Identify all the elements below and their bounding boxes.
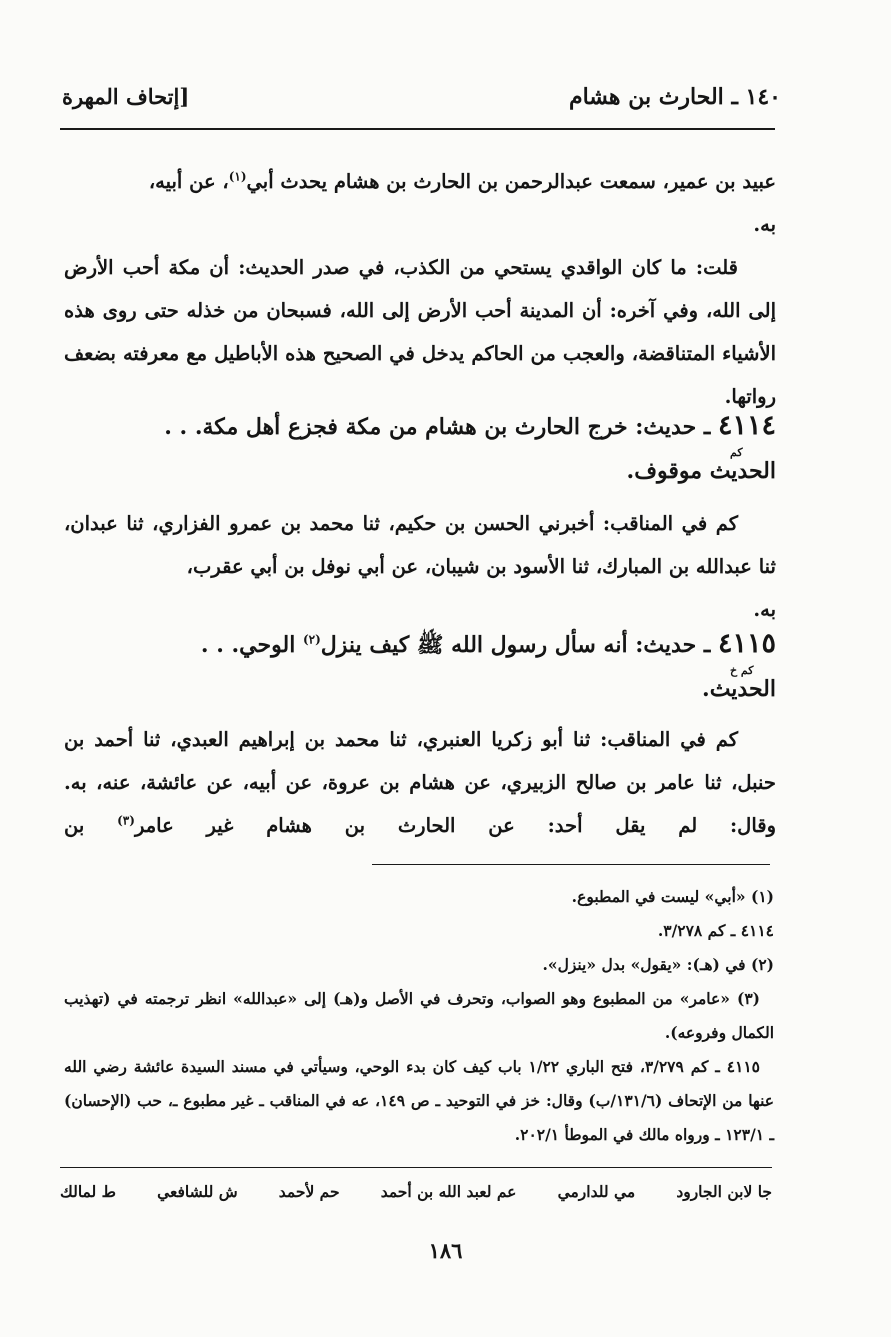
paragraph-end: به. <box>753 213 776 236</box>
legend-item: حم لأحمد <box>278 1182 340 1201</box>
legend-item: جا لابن الجارود <box>676 1182 772 1201</box>
running-title-book: [إتحاف المهرة <box>62 84 190 109</box>
footnote-ref-2: (٢) <box>302 632 321 647</box>
hadith-4115-tail: الحديث. <box>702 676 776 702</box>
legend-item: عم لعبد الله بن أحمد <box>380 1182 517 1201</box>
footnote-ref-1: (١) <box>228 169 247 184</box>
commentary-paragraph: قلت: ما كان الواقدي يستحي من الكذب، في صدر الحديث: أن مكة أحب الأرض إلى الله، وفي آخره: أن المدينة أحب الأرض إلى الله، فسبحان من خذله حتى روى هذه الأشياء المتناقضة، والعجب من الحاكم يدخل في الصحيح هذه الأباطيل مع معرفته بضعف رواتها. <box>64 256 776 408</box>
paragraph-text: ، عن أبيه، <box>148 170 229 193</box>
legend-item: مي للدارمي <box>557 1182 636 1201</box>
footnote-2: (٢) في (هـ): «يقول» بدل «ينزل». <box>542 955 774 974</box>
footnote-4115: ٤١١٥ ـ كم ٣/٢٧٩، فتح الباري ١/٢٢ باب كيف كان بدء الوحي، وسيأتي في مسند السيدة عائشة رضي الله عنها من الإتحاف (١٣١/٦/ب) وقال: خز في التوحيد ـ ص ١٤٩، عه في المناقب ـ غير مطبوع ـ، حب (الإحسان) ـ ١٢٣/١ ـ ورواه مالك في الموطأ ٢٠٢/١. <box>64 1057 774 1144</box>
legend-rule <box>60 1167 772 1168</box>
legend-item: ش للشافعي <box>157 1182 238 1201</box>
hadith-4114-end: به. <box>753 598 776 621</box>
hadith-4115-heading <box>64 628 776 663</box>
abbreviation-legend <box>60 1182 772 1201</box>
hadith-title: ـ حديث: خرج الحارث بن هشام من مكة فجزع أهل مكة. . . <box>164 414 711 440</box>
footnote-4114: ٤١١٤ ـ كم ٣/٢٧٨. <box>657 921 774 940</box>
paragraph-text: عبيد بن عمير، سمعت عبدالرحمن بن الحارث بن هشام يحدث أبي <box>246 170 776 193</box>
margin-source-code: كم <box>730 446 743 459</box>
hadith-title: الوحي. . . <box>200 632 303 658</box>
footnote-3: (٣) «عامر» من المطبوع وهو الصواب، وتحرف في الأصل و(هـ) إلى «عبدالله» انظر ترجمته في (تهذيب الكمال وفروعه). <box>64 989 774 1042</box>
hadith-number: ٤١١٥ <box>717 628 776 659</box>
hadith-4114-isnad: كم في المناقب: أخبرني الحسن بن حكيم، ثنا محمد بن عمرو الفزاري، ثنا عبدان، ثنا عبدالله بن المبارك، ثنا الأسود بن شيبان، عن أبي نوفل بن أبي عقرب، <box>64 512 776 578</box>
margin-source-code: كم خ <box>730 664 754 677</box>
footnote-1: (١) «أبي» ليست في المطبوع. <box>571 887 774 906</box>
hadith-4115-isnad <box>64 718 776 847</box>
page-number: ١٨٦ <box>428 1238 463 1263</box>
hadith-number: ٤١١٤ <box>717 410 776 441</box>
paragraph-continuation <box>64 160 776 203</box>
footnote-rule <box>372 864 770 865</box>
hadith-title: ـ حديث: أنه سأل رسول الله ﷺ كيف ينزل <box>320 632 711 658</box>
legend-item: ط لمالك <box>60 1182 116 1201</box>
hadith-4114-tail: الحديث موقوف. <box>626 458 776 484</box>
paragraph-text: بن <box>64 814 118 837</box>
paragraph-text: كم في المناقب: ثنا أبو زكريا العنبري، ثنا محمد بن إبراهيم العبدي، ثنا أحمد بن حنبل، ثنا عامر بن صالح الزبيري، عن هشام بن عروة، عن أبيه، عن عائشة، عنه، به. وقال: لم يقل أحد: عن الحارث بن هشام غير عامر <box>64 728 777 837</box>
footnote-ref-3: (٣) <box>117 813 135 828</box>
running-title-chapter: ١٤٠ ـ الحارث بن هشام <box>568 84 781 110</box>
hadith-4114-heading <box>64 410 776 441</box>
header-rule <box>60 128 775 130</box>
